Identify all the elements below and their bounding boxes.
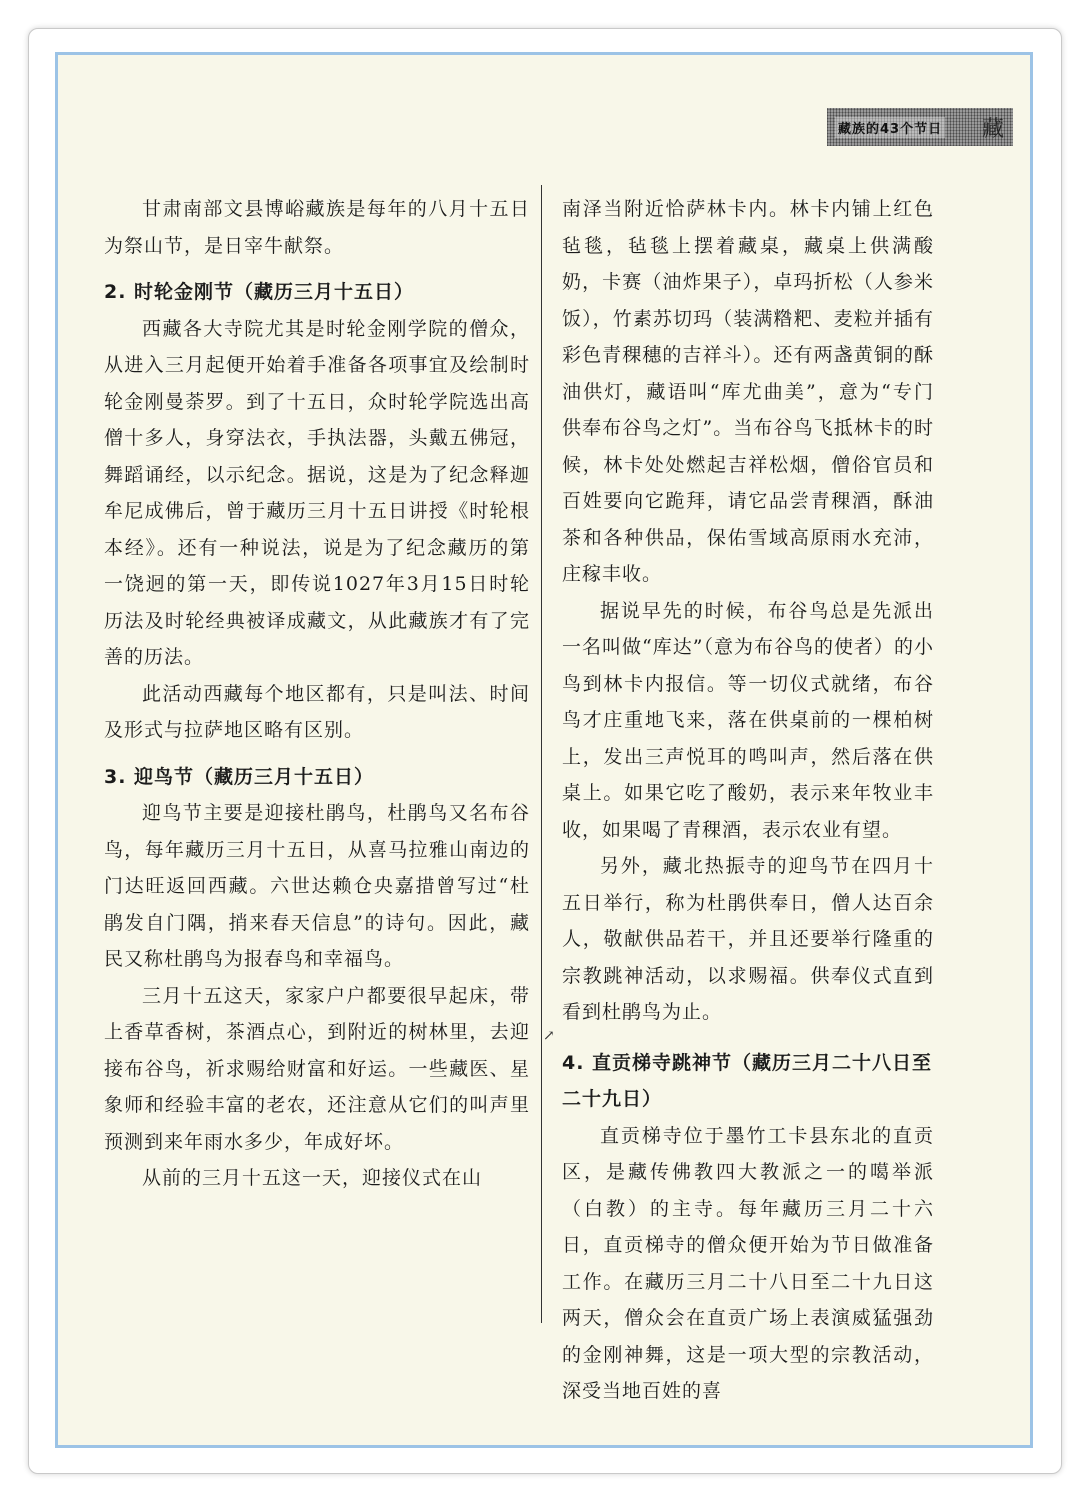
paragraph: 据说早先的时候，布谷鸟总是先派出一名叫做“库达”（意为布谷鸟的使者）的小鸟到林卡内报信。等一切仪式就绪，布谷鸟才庄重地飞来，落在供桌前的一棵柏树上，发出三声悦耳的鸣叫声，然后落在供桌上。如果它吃了酸奶，表示来年牧业丰收，如果喝了青稞酒，表示农业有望。 bbox=[562, 599, 934, 841]
section-heading-4: 4. 直贡梯寺跳神节（藏历三月二十八日至二十九日） bbox=[562, 1051, 933, 1110]
paragraph: 三月十五这天，家家户户都要很早起床，带上香草香树，茶酒点心，到附近的树林里，去迎接布谷鸟，祈求赐给财富和好运。一些藏医、星象师和经验丰富的老农，还注意从它们的叫声里预测到来年雨水多少，年成好坏。 bbox=[104, 984, 530, 1153]
header-emblem-icon: 藏 bbox=[981, 116, 1004, 142]
paragraph: 甘肃南部文县博峪藏族是每年的八月十五日为祭山节，是日宰牛献祭。 bbox=[104, 198, 530, 257]
running-header bbox=[827, 108, 1013, 146]
paragraph: 迎鸟节主要是迎接杜鹃鸟，杜鹃鸟又名布谷鸟，每年藏历三月十五日，从喜马拉雅山南边的门达旺返回西藏。六世达赖仓央嘉措曾写过“杜鹃发自门隅，捎来春天信息”的诗句。因此，藏民又称杜鹃鸟为报春鸟和幸福鸟。 bbox=[104, 802, 530, 970]
section-heading-3: 3. 迎鸟节（藏历三月十五日） bbox=[104, 765, 375, 788]
left-column bbox=[104, 191, 530, 1197]
paragraph: 另外，藏北热振寺的迎鸟节在四月十五日举行，称为杜鹃供奉日，僧人达百余人，敬献供品若干，并且还要举行隆重的宗教跳神活动，以求赐福。供奉仪式直到看到杜鹃鸟为止。 bbox=[562, 855, 934, 1023]
margin-mark: ↗ bbox=[543, 1028, 555, 1044]
paragraph: 西藏各大寺院尤其是时轮金刚学院的僧众，从进入三月起便开始着手准备各项事宜及绘制时轮金刚曼荼罗。到了十五日，众时轮学院选出高僧十多人，身穿法衣，手执法器，头戴五佛冠，舞蹈诵经，以示纪念。据说，这是为了纪念释迦牟尼成佛后，曾于藏历三月十五日讲授《时轮根本经》。还有一种说法，说是为了纪念藏历的第一饶迥的第一天，即传说1027年3月15日时轮历法及时轮经典被译成藏文，从此藏族才有了完善的历法。 bbox=[104, 317, 530, 668]
paragraph: 直贡梯寺位于墨竹工卡县东北的直贡区，是藏传佛教四大教派之一的噶举派（白教）的主寺。每年藏历三月二十六日，直贡梯寺的僧众便开始为节日做准备工作。在藏历三月二十八日至二十九日这两天，僧众会在直贡广场上表演威猛强劲的金刚神舞，这是一项大型的宗教活动，深受当地百姓的喜 bbox=[562, 1124, 934, 1402]
running-header-title: 藏族的43个节日 bbox=[835, 117, 945, 138]
paragraph: 从前的三月十五这一天，迎接仪式在山 bbox=[142, 1167, 483, 1189]
right-column bbox=[562, 191, 934, 1410]
column-divider bbox=[541, 185, 542, 1323]
section-heading-2: 2. 时轮金刚节（藏历三月十五日） bbox=[104, 281, 415, 303]
paragraph: 南泽当附近恰萨林卡内。林卡内铺上红色毡毯，毡毯上摆着藏桌，藏桌上供满酸奶，卡赛（油炸果子），卓玛折松（人参米饭），竹素苏切玛（装满糌粑、麦粒并插有彩色青稞穗的吉祥斗）。还有两盏黄铜的酥油供灯，藏语叫“库尤曲美”，意为“专门供奉布谷鸟之灯”。当布谷鸟飞抵林卡的时候，林卡处处燃起吉祥松烟，僧俗官员和百姓要向它跪拜，请它品尝青稞酒，酥油茶和各种供品，保佑雪域高原雨水充沛，庄稼丰收。 bbox=[562, 198, 934, 585]
paragraph: 此活动西藏每个地区都有，只是叫法、时间及形式与拉萨地区略有区别。 bbox=[104, 682, 530, 741]
